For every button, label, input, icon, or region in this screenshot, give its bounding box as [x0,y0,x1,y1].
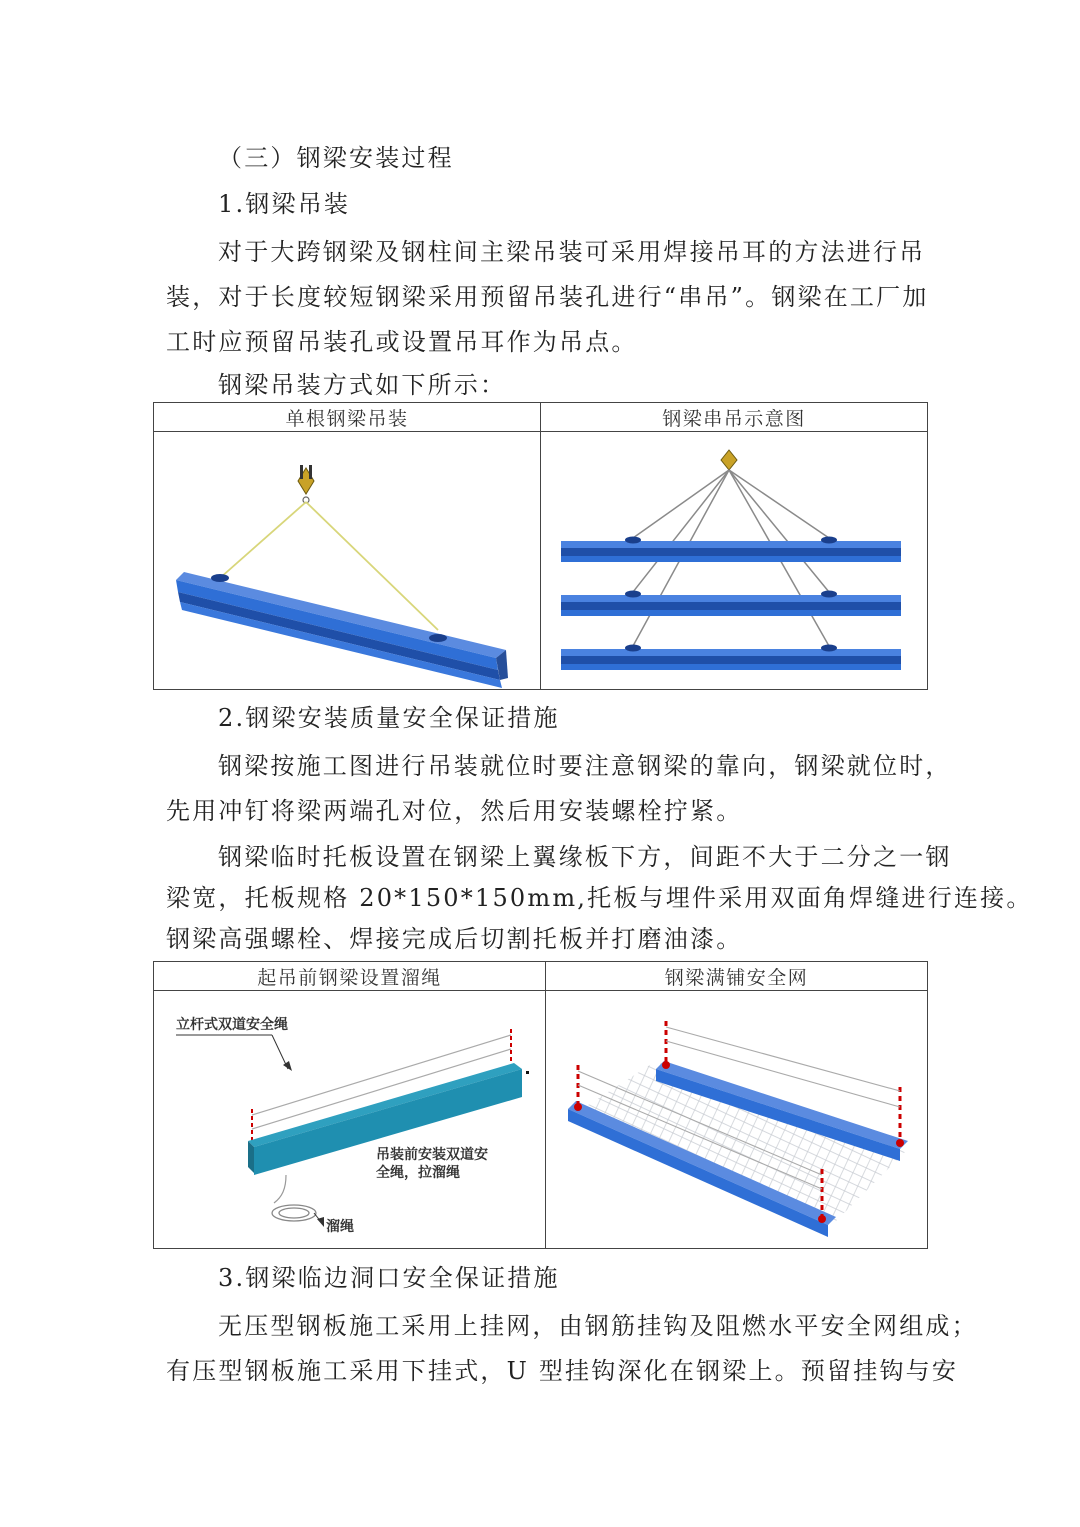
lifting-lug-right [429,634,447,642]
heading-1: 1.钢梁吊装 [218,190,351,218]
single-beam-illustration [154,432,540,689]
figure-safety-net [546,991,928,1249]
callout-tag-rope: 溜绳 [326,1219,354,1235]
string-hoist-illustration [541,432,927,689]
hook-icon [721,450,737,470]
figure-table-hoisting [153,402,928,690]
paragraph-4-line-1: 钢梁临时托板设置在钢梁上翼缘板下方，间距不大于二分之一钢 [218,843,952,871]
callout-install-rope-1: 吊装前安装双道安 [376,1147,488,1163]
paragraph-3-line-2: 先用冲钉将梁两端孔对位，然后用安装螺栓拧紧。 [166,797,743,825]
caption-string-hoist: 钢梁串吊示意图 [541,403,928,432]
paragraph-1-line-2: 装，对于长度较短钢梁采用预留吊装孔进行“串吊”。钢梁在工厂加 [166,283,929,311]
paragraph-1-line-3: 工时应预留吊装孔或设置吊耳作为吊点。 [166,328,638,356]
tag-rope-illustration [154,991,545,1248]
beam-2 [561,591,901,617]
callout-safety-rope: 立杆式双道安全绳 [176,1017,288,1033]
caption-tag-rope: 起吊前钢梁设置溜绳 [154,962,546,991]
paragraph-1-line-1: 对于大跨钢梁及钢柱间主梁吊装可采用焊接吊耳的方法进行吊 [218,238,926,266]
figure-tag-rope [154,991,546,1249]
beam-3 [561,645,901,671]
section-title: （三）钢梁安装过程 [218,144,454,172]
heading-2: 2.钢梁安装质量安全保证措施 [218,704,560,732]
paragraph-4-line-2: 梁宽，托板规格 20*150*150mm,托板与埋件采用双面角焊缝进行连接。 [166,884,1033,912]
heading-3: 3.钢梁临边洞口安全保证措施 [218,1264,560,1292]
paragraph-5-line-2: 有压型钢板施工采用下挂式，U 型挂钩深化在钢梁上。预留挂钩与安 [166,1357,959,1385]
callout-install-rope-2: 全绳，拉溜绳 [376,1165,460,1181]
lifting-lug-left [211,574,229,582]
safety-net-illustration [546,991,927,1248]
caption-single-beam: 单根钢梁吊装 [154,403,541,432]
caption-safety-net: 钢梁满铺安全网 [546,962,928,991]
paragraph-2: 钢梁吊装方式如下所示： [218,371,507,399]
beam-1 [561,537,901,563]
paragraph-3-line-1: 钢梁按施工图进行吊装就位时要注意钢梁的靠向，钢梁就位时， [218,752,952,780]
figure-table-safety [153,961,928,1249]
paragraph-4-line-3: 钢梁高强螺栓、焊接完成后切割托板并打磨油漆。 [166,925,743,953]
paragraph-5-line-1: 无压型钢板施工采用上挂网，由钢筋挂钩及阻燃水平安全网组成； [218,1312,978,1340]
figure-single-beam [154,432,541,690]
sling-left [220,502,306,578]
figure-string-hoist [541,432,928,690]
